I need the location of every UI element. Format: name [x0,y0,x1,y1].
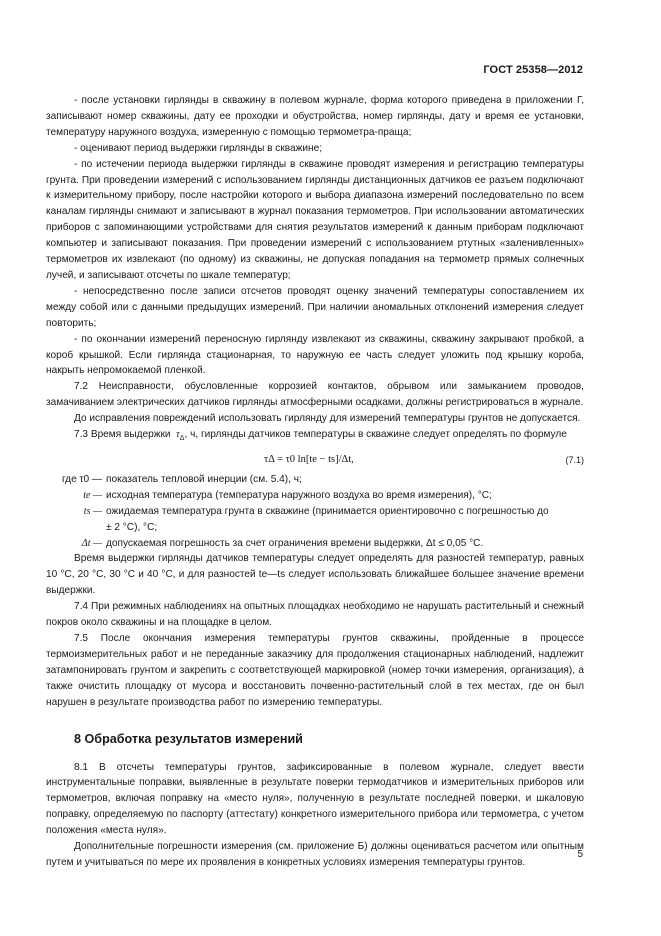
where-text: ожидаемая температура грунта в скважине (принимается ориентировочно с погрешностью до [106,505,549,517]
where-symbol: te — [83,489,102,501]
where-symbol: ts — [83,505,102,517]
paragraph-8-1: 8.1 В отсчеты температуры грунтов, зафиксированные в полевом журнале, следует ввести инструментальные поправки, выявленные в результате поверки термодатчиков и измерительных приборов или термометров, включая поправку на «место нуля», полученную в результате последней поверки, и шкаловую поправку, определяемую по паспорту (аттестату) конкретного измерительного прибора или термометра, с учетом положения «места нуля». [46,761,584,837]
paragraph: 7.2 Неисправности, обусловленные коррозией контактов, обрывом или замыканием проводов, замачиванием электрических датчиков гирлянды атмосферными осадками, должны регистрироваться в журнале. [46,381,584,409]
paragraph: - по окончании измерений переносную гирлянду извлекают из скважины, скважину закрывают пробкой, а короб крышкой. Если гирлянда стационарная, то наружную ее часть следует уложить под крышку короба, накрыть непромокаемой пленкой. [46,333,584,377]
where-symbol: где τ0 — [61,473,102,485]
paragraph: Дополнительные погрешности измерения (см. приложение Б) должны оцениваться расчетом или опытным путем и учитываться по мере их проявления в конкретных условиях измерения температуры грунтов. [46,841,584,868]
page-number: 5 [577,849,583,860]
paragraph: - после установки гирлянды в скважину в полевом журнале, форма которого приведена в приложении Г, записывают номер скважины, дату ее проходки и обустройства, номер гирлянды, дату и время ее установки, температуру наружного воздуха, измеренную с помощью термометра-праща; [46,95,584,138]
where-symbol: Δt — [81,537,102,549]
where-item [46,488,584,504]
paragraph: До исправления повреждений использовать гирлянду для измерений температуры грунтов не допускается. [74,413,581,425]
formula-7-1 [46,448,584,472]
paragraph: - непосредственно после записи отсчетов проводят оценку значений температуры сопоставлением их между собой или с данными предыдущих измерений. При наличии аномальных отклонений измерения следует повторить; [46,285,584,329]
paragraph-7-3 [46,427,584,447]
document-id: ГОСТ 25358—2012 [483,64,583,76]
paragraph-7-4: 7.4 При режимных наблюдениях на опытных площадках необходимо не нарушать растительный и снежный покров около скважины и на площадке в целом. [46,601,584,629]
where-text: показатель тепловой инерции (см. 5.4), ч; [106,473,302,485]
where-item-continued [46,520,584,536]
where-item [46,536,584,552]
paragraph: - по истечении периода выдержки гирлянды в скважине проводят измерения и регистрацию температуры грунта. При проведении измерений с использованием гирлянды дистанционных датчиков ее разъем подключают к измерительному прибору, после настройки которого и выбора диапазона измерений последовательно по всем каналам гирлянды снимают и записывают в журнал показания термометров. При использовании автоматических приборов с запоминающими устройствами для снятия результатов измерений к данным приборам подключают компьютер и записывают показания. При проведении измерений с использованием ртутных «заленивленных» термометров их извлекают (по одному) из скважины, не допуская попадания на термометр прямых солнечных лучей, и записывают отсчеты по шкале температур; [46,158,584,281]
paragraph: Время выдержки гирлянды датчиков температуры следует определять для разностей температур, равных 10 °С, 20 °С, 30 °С и 40 °С, и для разностей te—ts следует использовать ближайшее большее значение времени выдержки. [46,553,584,597]
p73-end: , ч, гирлянды датчиков температуры в скважине следует определять по формуле [184,429,567,441]
paragraph-7-5: 7.5 После окончания измерения температуры грунтов скважины, пройденные в процессе термоизмерительных работ и не переданные заказчику для продолжения стационарных наблюдений, надлежит затампонировать грунтом и закрепить с соответствующей маркировкой (номер точки измерения, организация), а также очистить площадку от мусора и восстановить почвенно-растительный слой в тех местах, где он был нарушен в результате производства работ по измерению температуры. [46,633,584,708]
time-symbol: τ [176,429,180,441]
time-symbol-sub: Δ [179,435,185,443]
paragraph: - оценивают период выдержки гирлянды в скважине; [74,142,323,154]
where-text: допускаемая погрешность за счет ограничения времени выдержки, Δt ≤ 0,05 °С. [106,537,484,549]
section-title: 8 Обработка результатов измерений [74,731,303,746]
p73-start: 7.3 Время выдержки [74,429,171,441]
document-body [46,93,584,871]
formula-number: (7.1) [565,454,584,465]
formula-expression: τΔ = τ0 ln[te − ts]/Δt, [264,453,354,465]
where-item [46,504,584,520]
where-text: исходная температура (температура наружного воздуха во время измерения), °С; [106,489,492,501]
where-text: ± 2 °С), °С; [106,521,158,533]
where-item [46,472,584,488]
